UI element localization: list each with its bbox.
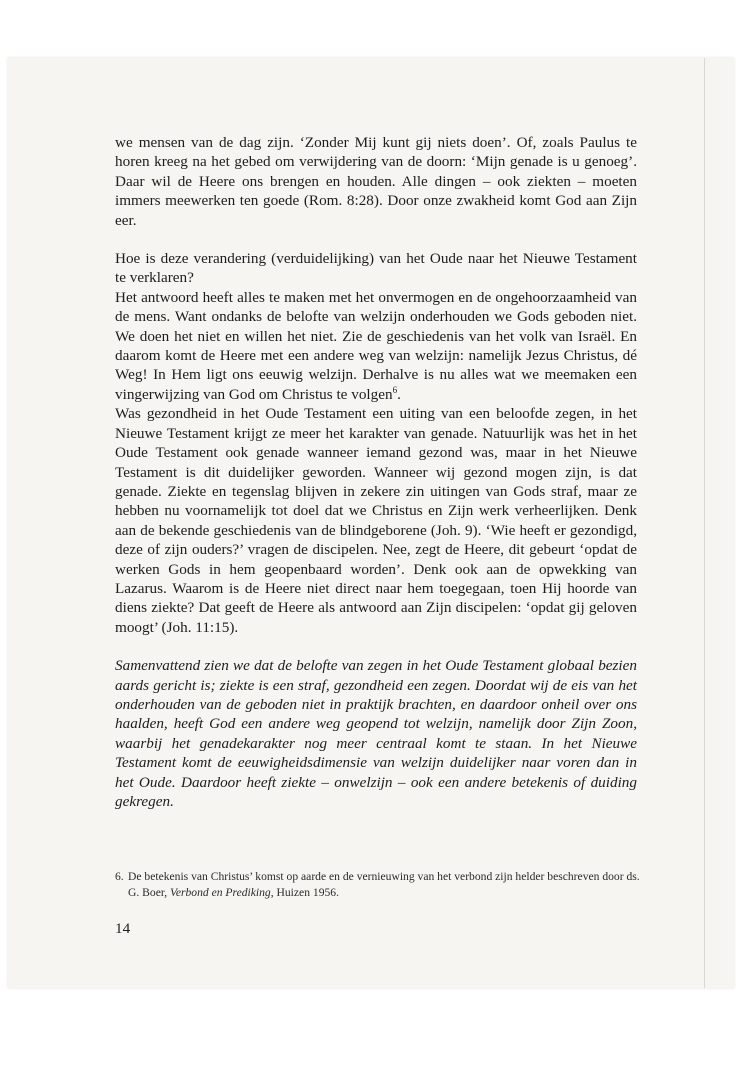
footnote	[115, 869, 645, 900]
paragraph-3	[115, 288, 637, 404]
footnote-text-before: De betekenis van Christus’ komst op aarde en de vernieuwing van het verbond zijn helder beschreven door ds. G. Boer,	[128, 870, 640, 899]
paragraph-3-text: Het antwoord heeft alles te maken met het onvermogen en de ongehoorzaamheid van de mens. Want ondanks de belofte van welzijn onderhouden we Gods geboden niet. We doen het niet en willen het niet. Zie de geschiedenis van het volk van Israël. En daarom komt de Heere met een andere weg van welzijn: namelijk Jezus Christus, dé Weg! In Hem ligt ons eeuwig welzijn. Derhalve is nu alles wat we meemaken een vingerwijzing van God om Christus te volgen	[115, 288, 637, 403]
body-text	[115, 133, 637, 811]
paragraph-1: we mensen van de dag zijn. ‘Zonder Mij kunt gij niets doen’. Of, zoals Paulus te horen kreeg na het gebed om verwijdering van de doorn: ‘Mijn genade is u genoeg’. Daar wil de Heere ons brengen en houden. Alle dingen – ook ziekten – moeten immers meewerken ten goede (Rom. 8:28). Door onze zwakheid komt God aan Zijn eer.	[115, 134, 637, 229]
page-edge-line	[704, 58, 705, 988]
footnote-book-title: Verbond en Prediking	[170, 885, 271, 899]
summary-paragraph: Samenvattend zien we dat de belofte van zegen in het Oude Testament globaal bezien aards gericht is; ziekte is een straf, gezondheid een zegen. Doordat wij de eis van het onderhouden van de geboden niet in praktijk brachten, en daardoor onheil over ons haalden, heeft God een andere weg geopend tot welzijn, namelijk door Zijn Zoon, waarbij het genadekarakter nog meer centraal komt te staan. In het Nieuwe Testament komt de eeuwigheidsdimensie van welzijn duidelijker naar voren dan in het Oude. Daardoor heeft ziekte – onwelzijn – ook een andere betekenis of duiding gekregen.	[115, 657, 637, 810]
paragraph-3-end: .	[397, 385, 401, 403]
footnote-number: 6.	[115, 870, 124, 883]
footnote-reference: 6	[392, 384, 398, 395]
footnote-text	[128, 869, 645, 900]
paragraph-2: Hoe is deze verandering (verduidelijking) van het Oude naar het Nieuwe Testament te verklaren?	[115, 250, 637, 287]
footnote-text-after: , Huizen 1956.	[270, 885, 339, 899]
page-number: 14	[115, 920, 131, 937]
paragraph-4: Was gezondheid in het Oude Testament een uiting van een beloofde zegen, in het Nieuwe Testament krijgt ze meer het karakter van genade. Natuurlijk was het in het Oude Testament ook genade wanneer iemand gezond was, maar in het Nieuwe Testament is dit duidelijker geworden. Wanneer wij gezond mogen zijn, is dat genade. Ziekte en tegenslag blijven in zekere zin uitingen van Gods straf, maar ze hebben nu voornamelijk tot doel dat we Christus en Zijn werk verheerlijken. Denk aan de bekende geschiedenis van de blindgeborene (Joh. 9). ‘Wie heeft er gezondigd, deze of zijn ouders?’ vragen de discipelen. Nee, zegt de Heere, dit gebeurt ‘opdat de werken Gods in hem geopenbaard worden’. Denk ook aan de opwekking van Lazarus. Waarom is de Heere niet direct naar hem toegegaan, toen Hij hoorde van diens ziekte? Dat geeft de Heere als antwoord aan Zijn discipelen: ‘opdat gij geloven moogt’ (Joh. 11:15).	[115, 405, 637, 636]
